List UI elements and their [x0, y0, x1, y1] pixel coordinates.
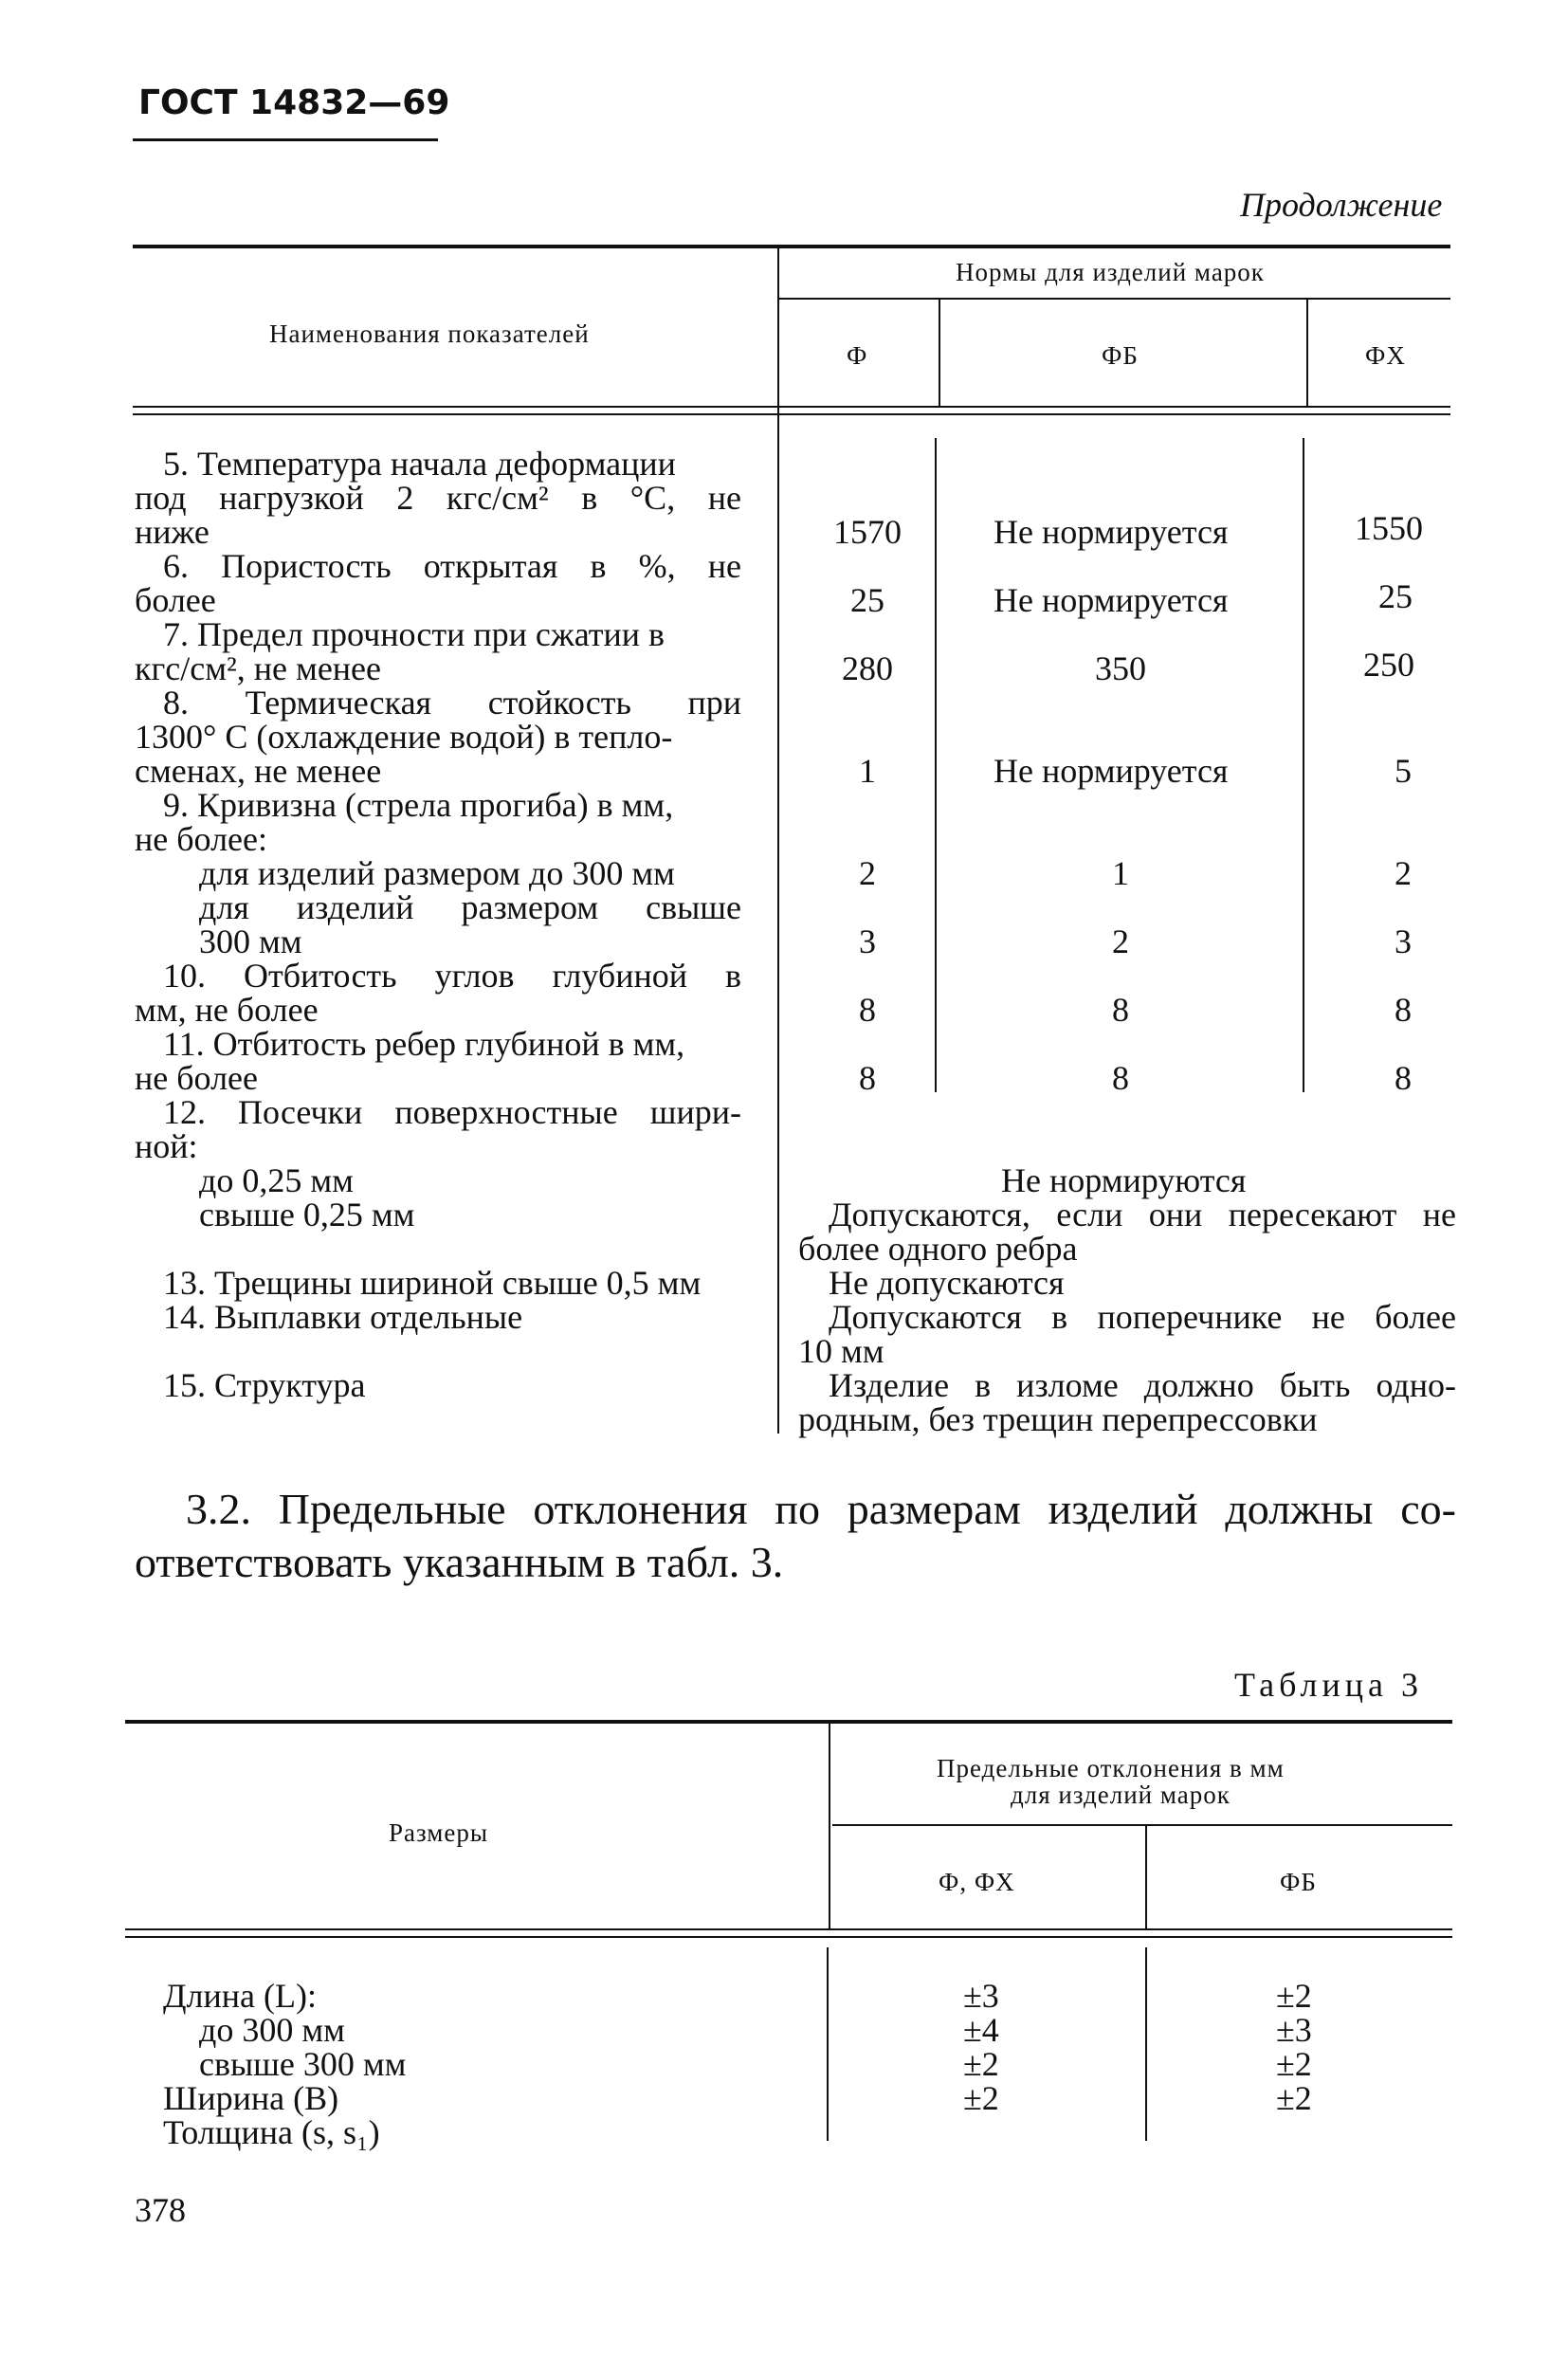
- row9b-f: 3: [859, 923, 876, 960]
- row8-fb: Не нормируется: [994, 752, 1229, 790]
- table3-row-upto300: до 300 мм: [199, 2011, 345, 2049]
- table3-thickness-b: ±2: [1276, 2079, 1312, 2117]
- table3-row-width: Ширина (B): [163, 2079, 339, 2117]
- row15-line1: 15. Структура: [163, 1366, 366, 1404]
- table2-name-header: Наименования показателей: [269, 320, 590, 348]
- row8-line1: 8. Термическая стойкость при: [163, 684, 741, 722]
- row5-f: 1570: [833, 513, 902, 551]
- row5-fx: 1550: [1355, 509, 1423, 547]
- table3-row-over300: свыше 300 мм: [199, 2045, 407, 2083]
- table3-row-thickness: Толщина (s, s₁): [163, 2113, 380, 2151]
- table3-over300-b: ±3: [1276, 2011, 1312, 2049]
- row11-line2: не более: [135, 1059, 259, 1097]
- row13-text-1: Не допускаются: [829, 1264, 1065, 1302]
- row10-line1: 10. Отбитость углов глубиной в: [163, 957, 741, 995]
- document-title: ГОСТ 14832—69: [138, 83, 450, 122]
- title-underline: [133, 138, 438, 141]
- row12a-line1: до 0,25 мм: [199, 1161, 354, 1199]
- table3-header-rule: [125, 1928, 1452, 1930]
- table3-width-b: ±2: [1276, 2045, 1312, 2083]
- table3-upto300-b: ±2: [1276, 1977, 1312, 2015]
- row6-line2: более: [135, 581, 216, 619]
- table2-top-rule: [133, 245, 1450, 248]
- table2-col-divider-f: [939, 300, 940, 406]
- row7-f: 280: [842, 649, 893, 687]
- row5-fb: Не нормируется: [994, 513, 1229, 551]
- row14-line1: 14. Выплавки отдельные: [163, 1298, 523, 1336]
- row5-line1: 5. Температура начала деформации: [163, 445, 676, 483]
- table3-width-a: ±2: [963, 2045, 999, 2083]
- table3-dev-header-line1: Предельные отклонения в мм: [937, 1754, 1285, 1782]
- table2-norms-header: Нормы для изделий марок: [956, 258, 1265, 286]
- table3-upto300-a: ±3: [963, 1977, 999, 2015]
- table2-mark-fb: ФБ: [1102, 341, 1139, 370]
- table3-col-divider-marks: [1145, 1826, 1147, 1928]
- row9b-fx: 3: [1395, 923, 1412, 960]
- row11-line1: 11. Отбитость ребер глубиной в мм,: [163, 1025, 685, 1063]
- row7-fx: 250: [1363, 646, 1414, 684]
- row8-line3: сменах, не менее: [135, 752, 382, 790]
- row6-fx: 25: [1378, 577, 1413, 615]
- row14-text-2: 10 мм: [798, 1332, 884, 1370]
- row15-text-2: родным, без трещин перепрессовки: [798, 1400, 1318, 1438]
- row11-fb: 8: [1112, 1059, 1129, 1097]
- row13-line1: 13. Трещины шириной свыше 0,5 мм: [163, 1264, 702, 1302]
- row12b-text-2: более одного ребра: [798, 1230, 1078, 1268]
- row9-line2: не более:: [135, 820, 268, 858]
- row12-line2: ной:: [135, 1127, 198, 1165]
- row9-line1: 9. Кривизна (стрела прогиба) в мм,: [163, 786, 674, 824]
- row9b-line1: для изделий размером свыше: [199, 888, 741, 926]
- table3-mark-f-fx: Ф, ФХ: [939, 1868, 1015, 1896]
- table3-dev-header-line2: для изделий марок: [1011, 1781, 1231, 1809]
- row12b-text-1: Допускаются, если они пересекают не: [829, 1196, 1456, 1233]
- row7-fb: 350: [1095, 649, 1146, 687]
- row10-line2: мм, не более: [135, 991, 319, 1029]
- row15-text-1: Изделие в изломе должно быть одно-: [829, 1366, 1456, 1404]
- row12b-line1: свыше 0,25 мм: [199, 1196, 415, 1233]
- paragraph-3-2-line2: ответствовать указанным в табл. 3.: [135, 1538, 784, 1586]
- row8-f: 1: [859, 752, 876, 790]
- table3-row-length: Длина (L):: [163, 1977, 317, 2015]
- row5-line2: под нагрузкой 2 кгс/см² в °С, не: [135, 479, 741, 517]
- table2-norms-rule: [779, 298, 1450, 300]
- table3-body-divider-main: [827, 1947, 829, 2141]
- page-number: 378: [135, 2191, 186, 2229]
- table2-col-divider-fb: [1306, 300, 1308, 406]
- row7-line2: кгс/см², не менее: [135, 649, 382, 687]
- row12a-text-1: Не нормируются: [1001, 1161, 1247, 1199]
- table2-mark-f: Ф: [847, 341, 868, 370]
- table3-thickness-a: ±2: [963, 2079, 999, 2117]
- table3-caption: Таблица 3: [1234, 1666, 1423, 1704]
- row9b-fb: 2: [1112, 923, 1129, 960]
- row14-text-1: Допускаются в поперечнике не более: [829, 1298, 1456, 1336]
- row9a-f: 2: [859, 854, 876, 892]
- row9a-fx: 2: [1395, 854, 1412, 892]
- table3-col-divider-main: [829, 1724, 830, 1928]
- table2-header-rule: [133, 406, 1450, 408]
- paragraph-3-2-line1: 3.2. Предельные отклонения по размерам изделий должны со-: [186, 1485, 1456, 1533]
- row9a-fb: 1: [1112, 854, 1129, 892]
- row11-f: 8: [859, 1059, 876, 1097]
- row9a-line1: для изделий размером до 300 мм: [199, 854, 675, 892]
- table3-name-header: Размеры: [389, 1818, 488, 1847]
- row8-line2: 1300° С (охлаждение водой) в тепло-: [135, 718, 673, 756]
- table3-over300-a: ±4: [963, 2011, 999, 2049]
- table2-header-rule-2: [133, 413, 1450, 415]
- table3-top-rule: [125, 1720, 1452, 1724]
- row6-fb: Не нормируется: [994, 581, 1229, 619]
- row10-fx: 8: [1395, 991, 1412, 1029]
- table2-body-divider-f: [935, 438, 937, 1092]
- table3-body-divider-marks: [1145, 1947, 1147, 2141]
- row10-f: 8: [859, 991, 876, 1029]
- row11-fx: 8: [1395, 1059, 1412, 1097]
- row12-line1: 12. Посечки поверхностные шири-: [163, 1093, 741, 1131]
- row9b-line2: 300 мм: [199, 923, 302, 960]
- row6-line1: 6. Пористость открытая в %, не: [163, 547, 741, 585]
- table2-mark-fx: ФХ: [1365, 341, 1406, 370]
- row7-line1: 7. Предел прочности при сжатии в: [163, 615, 665, 653]
- table3-mark-fb: ФБ: [1280, 1868, 1317, 1896]
- table2-col-divider-main: [777, 248, 779, 1434]
- table2-body-divider-fb: [1303, 438, 1304, 1092]
- table3-header-rule-2: [125, 1936, 1452, 1938]
- row5-line3: ниже: [135, 513, 210, 551]
- row6-f: 25: [850, 581, 884, 619]
- continuation-label: Продолжение: [1240, 186, 1443, 224]
- row8-fx: 5: [1395, 752, 1412, 790]
- row10-fb: 8: [1112, 991, 1129, 1029]
- table3-dev-rule: [832, 1824, 1452, 1826]
